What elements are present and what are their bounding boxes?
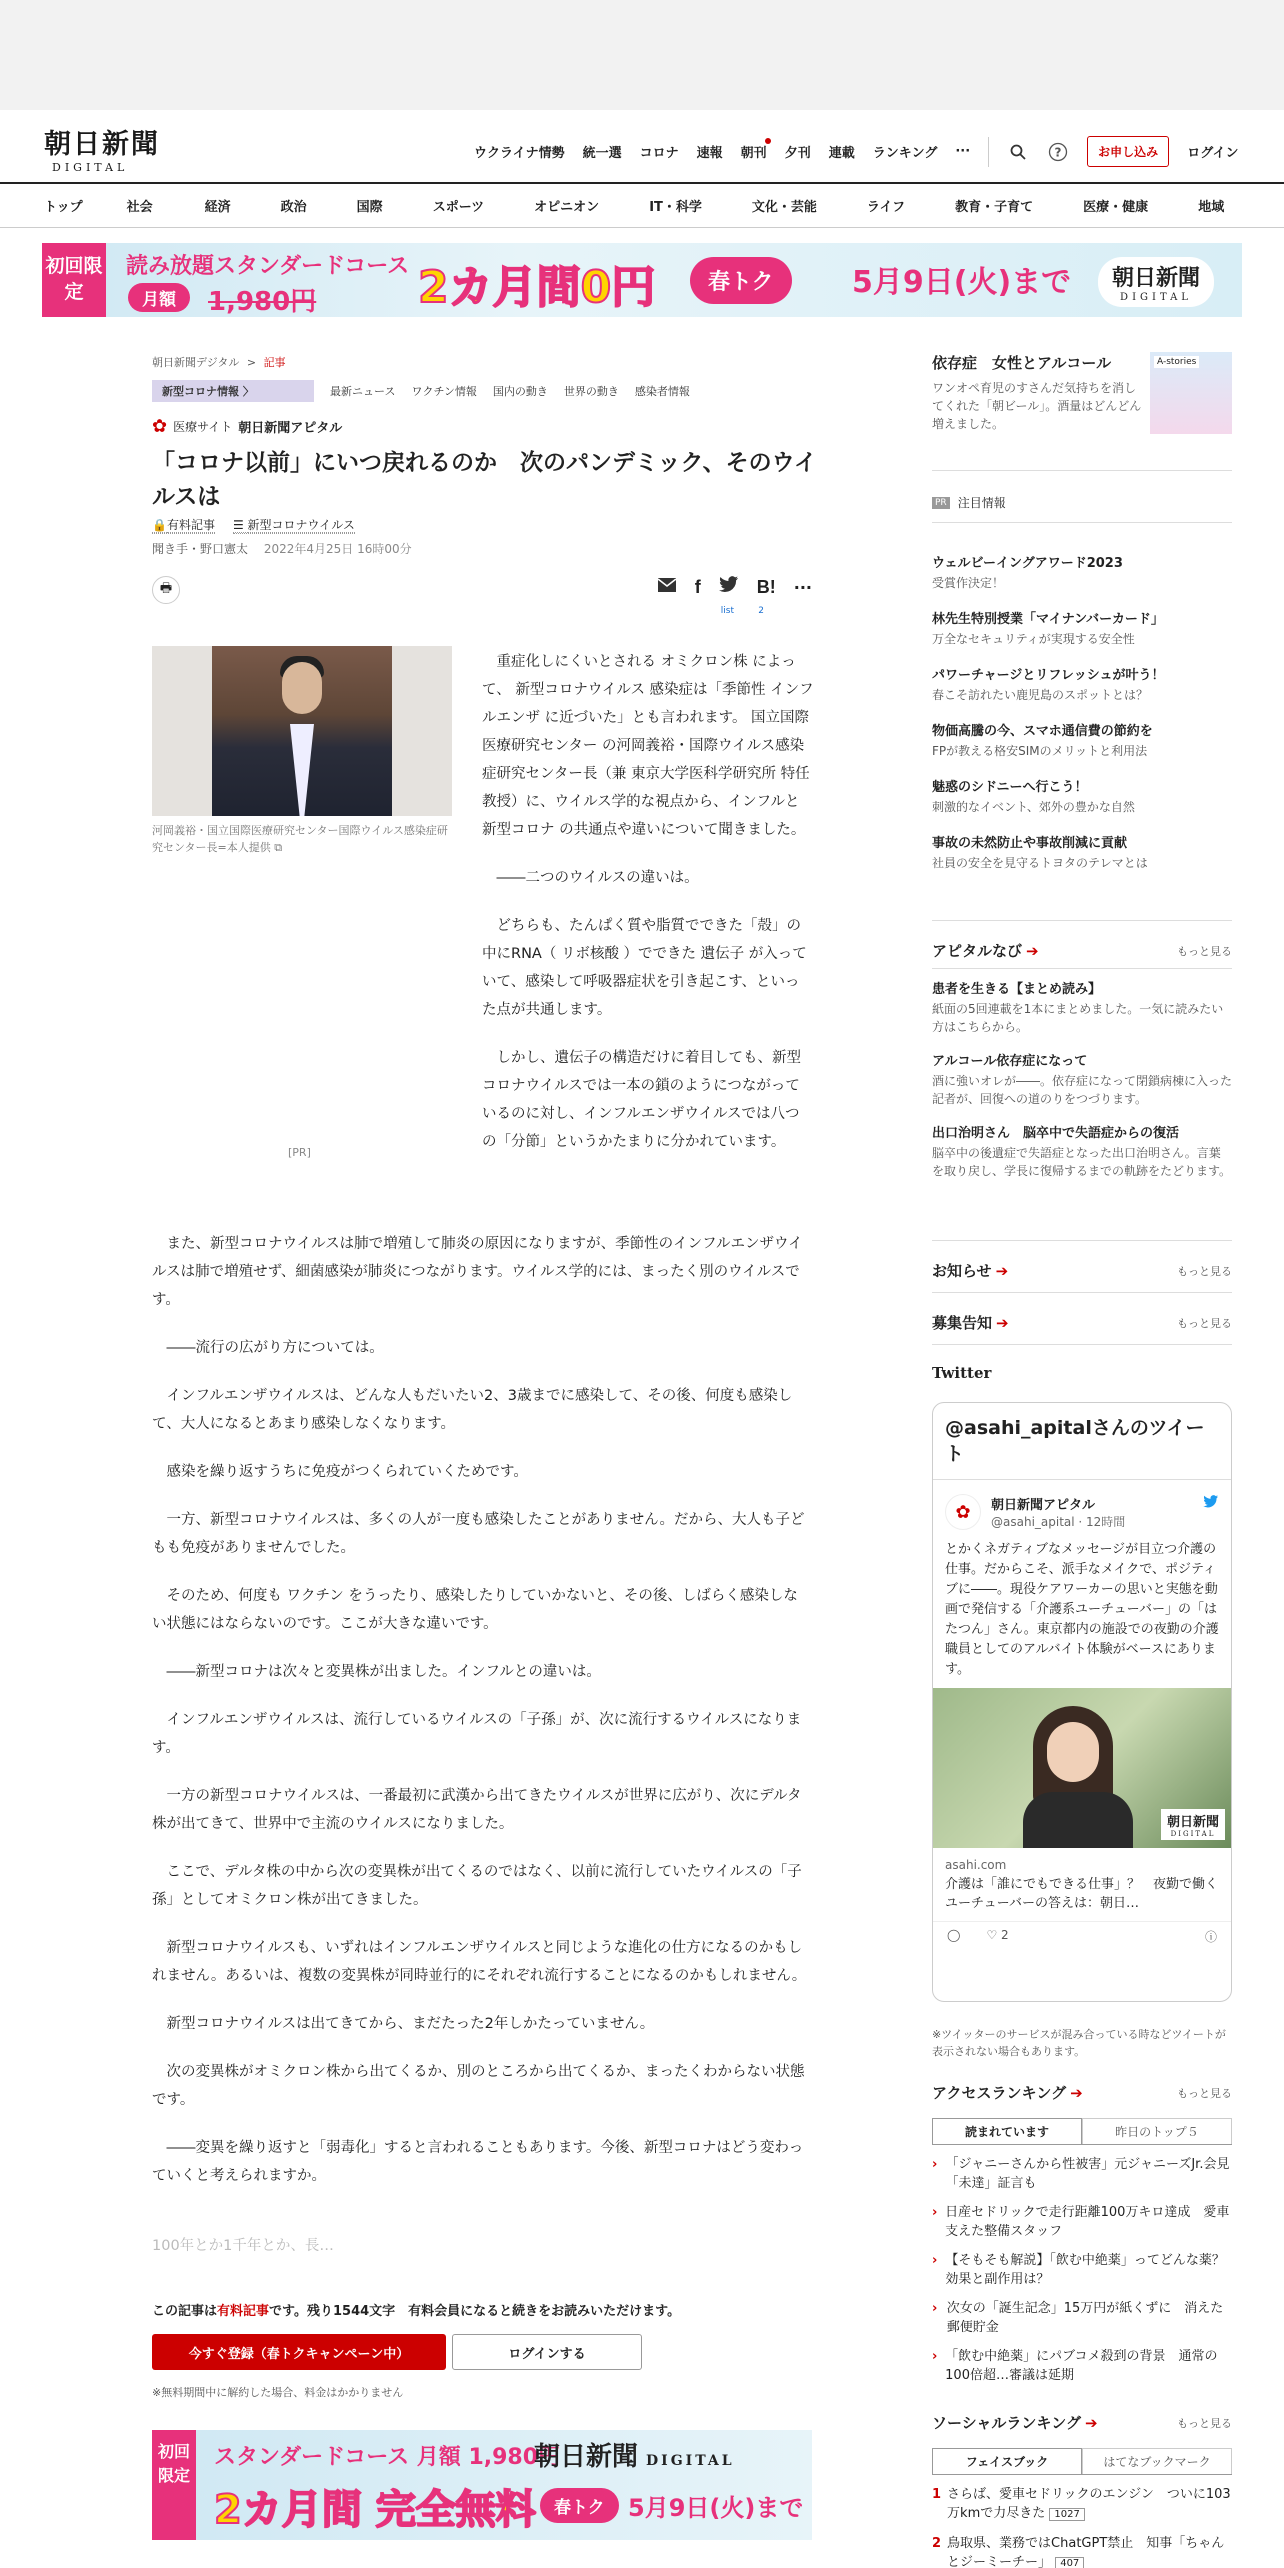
cat-economy[interactable]: 経済 — [204, 200, 231, 215]
hatena-icon[interactable]: B! — [756, 577, 776, 597]
list-icon: ☰ — [232, 518, 248, 532]
paywall-prefix: この記事は — [152, 2304, 218, 2319]
paragraph: ここで、デルタ株の中から次の変異株が出てくるのではなく、以前に流行していたウイルスの「子孫」としてオミクロン株が出てきました。 — [152, 1864, 802, 1908]
banner-monthly: 月額 — [128, 283, 190, 312]
cancel-note: ※無料期間中に解約した場合、料金はかかりません — [152, 2386, 404, 2399]
top-nav — [474, 136, 1239, 167]
ranking-item[interactable]: › 次女の「誕生記念」15万円が紙くずに 消えた郵便貯金 — [932, 2299, 1232, 2337]
share-icons — [657, 576, 812, 599]
topnav-series[interactable]: 連載 — [828, 146, 855, 161]
nav-item-desc: 酒に強いオレが――。依存症になって閉鎖病棟に入った記者が、回復への道のりをつづります。 — [932, 1074, 1233, 1106]
banner-course-title: 読み放題スタンダードコース — [126, 254, 410, 279]
publish-date: 2022年4月25日 16時00分 — [263, 542, 412, 556]
access-ranking-title: アクセスランキング — [932, 2084, 1067, 2102]
twitter-bird-icon[interactable] — [1203, 1494, 1219, 1530]
tweet-author-name: 朝日新聞アピタル — [991, 1498, 1096, 1513]
paragraph: また、新型コロナウイルスは肺で増殖して肺炎の原因になりますが、季節性のインフルエンザウイルスは肺で増殖せず、細菌感染が肺炎につながります。ウイルス学的には、まったく別のウイルスです。 — [152, 1236, 803, 1308]
share-bar — [152, 576, 812, 616]
access-ranking-header[interactable] — [932, 2082, 1232, 2103]
cat-society[interactable]: 社会 — [126, 200, 153, 215]
logo-main: 朝日新聞 — [44, 129, 160, 160]
pr-item-title: 物価高騰の今、スマホ通信費の節約を — [932, 724, 1153, 739]
promo-thumbnail — [1150, 352, 1232, 434]
tweet-image-brand — [1161, 1809, 1225, 1840]
cat-politics[interactable]: 政治 — [280, 200, 307, 215]
ranking-item[interactable]: 2 鳥取県、業務ではChatGPT禁止 知事「ちゃんとジーミーチー」 407 — [932, 2536, 1225, 2568]
paragraph: インフルエンザウイルスは、流行しているウイルスの「子孫」が、次に流行するウイルスになります。 — [152, 1712, 802, 1756]
arrow-right-icon: ➔ — [996, 1314, 1009, 1332]
topic-link[interactable] — [233, 516, 355, 534]
apital-name: 朝日新聞アピタル — [238, 421, 343, 436]
paragraph: どちらも、たんぱく質や脂質でできた「殻」の中にRNA（ リボ核酸 ）でできた 遺伝子 が入っていて、感染して呼吸器症状を引き起こす、といった点が共通します。 — [482, 918, 807, 1018]
ranking-item[interactable]: 1 さらば、愛車セドリックのエンジン ついに103万kmで力尽きた 1027 — [932, 2487, 1231, 2521]
tweet-count[interactable]: list — [720, 606, 734, 616]
access-tabs — [932, 2118, 1232, 2145]
paragraph: しかし、遺伝子の構造だけに着目しても、新型コロナウイルスでは一本の鎖のようにつながっているのに対し、インフルエンザウイルスでは八つの「分節」というかたまりに分かれています。 — [482, 1050, 801, 1150]
breadcrumb-site[interactable]: 朝日新聞デジタル — [152, 356, 240, 369]
breadcrumb-sep: > — [246, 356, 257, 369]
nav-item-desc: 脳卒中の後遺症で失語症となった出口治明さん。言葉を取り戻し、学長に復帰するまでの軌跡をたどります。 — [932, 1146, 1232, 1178]
hatena-count[interactable]: 2 — [758, 606, 764, 616]
link-title: 介護は「誰にでもできる仕事」？ 夜勤で働くユーチューバーの答えは：朝日… — [945, 1877, 1219, 1911]
more-menu-icon[interactable]: ··· — [955, 144, 971, 159]
oshirase-title: お知らせ — [932, 1262, 992, 1280]
banner-deadline: 5月9日(火)まで — [852, 265, 1072, 300]
topnav-corona[interactable]: コロナ — [639, 146, 679, 161]
paragraph: ――変異を繰り返すと「弱毒化」すると言われることもあります。今後、新型コロナはどう変わっていくと考えられますか。 — [152, 2140, 804, 2184]
topic-tags — [152, 380, 690, 402]
sidebar-promo[interactable] — [932, 352, 1232, 434]
tab-facebook[interactable]: フェイスブック — [932, 2448, 1082, 2474]
twitter-embed[interactable] — [932, 1402, 1232, 2002]
tag-world[interactable]: 世界の動き — [563, 385, 619, 398]
cat-education[interactable]: 教育・子育て — [955, 200, 1034, 215]
promo-thumb-label: A-stories — [1154, 356, 1199, 368]
cat-health[interactable]: 医療・健康 — [1083, 200, 1149, 215]
cat-international[interactable]: 国際 — [356, 200, 383, 215]
enlarge-icon[interactable]: ⧉ — [274, 841, 283, 854]
apital-nav-list — [932, 980, 1232, 1196]
pr-list — [932, 554, 1232, 890]
divider — [932, 522, 1232, 523]
tweet-link-card[interactable] — [933, 1848, 1231, 1921]
link-domain: asahi.com — [945, 1858, 1007, 1872]
category-nav — [0, 182, 1284, 228]
banner-spring: 春トク — [690, 257, 792, 304]
apital-label[interactable] — [152, 416, 342, 437]
apital-site-label: 医療サイト — [173, 420, 233, 434]
banner2-brand-sub: DIGITAL — [646, 2453, 735, 2469]
mail-icon[interactable] — [657, 577, 677, 598]
tweet-actions — [933, 1921, 1231, 1951]
paywall-paid: 有料記事 — [217, 2304, 270, 2319]
pr-item-desc: 万全なセキュリティが実現する安全性 — [932, 632, 1135, 646]
ranking-item-title: 【そもそも解説】「飲む中絶薬」ってどんな薬？ 効果と副作用は？ — [945, 2253, 1225, 2287]
truncated-text: 100年とか1千年とか、長… — [152, 2234, 812, 2264]
topnav-morning[interactable]: 朝刊 — [741, 142, 767, 161]
svg-text:?: ? — [1054, 145, 1062, 159]
boshu-header[interactable] — [932, 1312, 1232, 1333]
pr-label: [PR] — [288, 1146, 311, 1159]
divider — [988, 137, 989, 167]
topnav-breaking[interactable]: 速報 — [696, 146, 723, 161]
register-button[interactable]: 今すぐ登録（春トクキャンペーン中） — [152, 2334, 446, 2370]
tweet-image[interactable] — [933, 1688, 1232, 1848]
tag-corona-info[interactable]: 新型コロナ情報 〉 — [152, 380, 314, 402]
twitter-label: Twitter — [932, 1364, 992, 1382]
nav-item-title: 患者を生きる【まとめ読み】 — [932, 982, 1102, 997]
nav-item-title: 出口治明さん 脳卒中で失語症からの復活 — [932, 1126, 1180, 1141]
tweet-text: とかくネガティブなメッセージが目立つ介護の仕事。だからこそ、派手なメイクで、ポジティブに――。現役ケアワーカーの思いと実態を動画で発信する「介護系ユーチューバー」の「はたつん」さん。東京都内の施設での夜勤の介護職員としてのアルバイト体験がベースにあります。 — [945, 1542, 1219, 1677]
social-ranking-more[interactable]: もっと見る — [1177, 2416, 1232, 2430]
photo-caption-text: 河岡義裕・国立国際医療研究センター国際ウイルス感染症研究センター長=本人提供 — [152, 824, 448, 854]
share-count: 1027 — [1049, 2508, 1084, 2521]
login-button[interactable]: ログインする — [452, 2334, 642, 2370]
share-count: 407 — [1055, 2557, 1084, 2568]
subscribe-button[interactable]: お申し込み — [1087, 136, 1169, 167]
apital-nav-header[interactable] — [932, 940, 1232, 961]
notice-label-text: 注目情報 — [957, 496, 1006, 510]
boshu-title: 募集告知 — [932, 1314, 993, 1332]
divider — [932, 470, 1232, 471]
info-icon[interactable]: ⓘ — [1204, 1930, 1217, 1944]
pr-item[interactable] — [932, 554, 1232, 592]
cat-top[interactable]: トップ — [44, 200, 83, 215]
photo-subject — [212, 646, 392, 816]
topnav-evening[interactable]: 夕刊 — [784, 146, 811, 161]
ranking-item-title: 「ジャニーさんから性被害」元ジャニーズJr.会見 「未達」証言も — [945, 2157, 1243, 2191]
paid-label: 有料記事 — [166, 518, 215, 532]
pr-badge: PR — [932, 497, 950, 509]
social-tabs — [932, 2448, 1232, 2475]
tweet-image-brand-sub: DIGITAL — [1170, 1830, 1216, 1838]
banner2-course: スタンダードコース 月額 1,980円 — [214, 2445, 561, 2470]
paragraph: ――二つのウイルスの違いは。 — [496, 870, 699, 886]
reply-icon[interactable]: ◯ — [947, 1928, 961, 1942]
article-meta — [152, 516, 355, 534]
apital-nav-more[interactable]: もっと見る — [1177, 944, 1232, 958]
cat-region[interactable]: 地域 — [1198, 200, 1225, 215]
pr-item-desc: 春こそ訪れたい鹿児島のスポットとは？ — [932, 688, 1149, 702]
topic-label: 新型コロナウイルス — [247, 518, 355, 532]
help-icon[interactable] — [1047, 141, 1069, 163]
pr-item-title: 林先生特別授業「マイナンバーカード」 — [932, 612, 1164, 627]
breadcrumb-current: 記事 — [263, 356, 286, 369]
topnav-ukraine[interactable]: ウクライナ情勢 — [474, 146, 565, 161]
pr-item-desc: 刺激的なイベント、郊外の豊かな自然 — [932, 800, 1135, 814]
tag-latest[interactable]: 最新ニュース — [330, 385, 396, 398]
article-body-column — [482, 648, 814, 1176]
tag-cases[interactable]: 感染者情報 — [634, 385, 690, 398]
pr-item[interactable] — [932, 722, 1232, 760]
pr-item-desc: 社員の安全を見守るトヨタのテレマとは — [932, 856, 1148, 870]
pr-item-title: パワーチャージとリフレッシュが叶う！ — [932, 668, 1165, 683]
tag-vaccine[interactable]: ワクチン情報 — [411, 385, 477, 398]
like-count: 2 — [1001, 1928, 1009, 1942]
nav-item[interactable] — [932, 1124, 1232, 1180]
ranking-item-title: さらば、愛車セドリックのエンジン ついに103万kmで力尽きた — [947, 2487, 1231, 2521]
ranking-item-title: 日産セドリックで走行距離100万キロ達成 愛車支えた整備スタッフ — [945, 2205, 1230, 2239]
avatar[interactable]: ✿ — [945, 1494, 981, 1530]
paragraph: 一方の新型コロナウイルスは、一番最初に武漢から出てきたウイルスが世界に広がり、次にデルタ株が出てきて、世界中で主流のウイルスになりました。 — [152, 1788, 802, 1832]
ranking-item[interactable]: › 「ジャニーさんから性被害」元ジャニーズJr.会見 「未達」証言も — [932, 2157, 1243, 2191]
nav-item-desc: 紙面の5回連載を1本にまとめました。一気に読みたい方はこちらから。 — [932, 1002, 1224, 1034]
pr-item[interactable] — [932, 834, 1232, 872]
nav-item-title: アルコール依存症になって — [932, 1054, 1088, 1069]
banner-old-price: 1,980円 — [208, 287, 317, 317]
paragraph: 新型コロナウイルスは出てきてから、まだたった2年しかたっていません。 — [166, 2016, 655, 2032]
access-ranking — [932, 2110, 1243, 2395]
ranking-item-title: 「飲む中絶薬」にパブコメ殺到の背景 通常の100倍超…審議は延期 — [945, 2349, 1218, 2383]
topnav-election[interactable]: 統一選 — [582, 146, 622, 161]
arrow-right-icon: ➔ — [1084, 2414, 1098, 2432]
paragraph: 次の変異株がオミクロン株から出てくるか、別のところから出てくるか、まったくわからない状態です。 — [152, 2064, 805, 2108]
pr-item[interactable] — [932, 666, 1232, 704]
apital-logo-icon: ✿ — [152, 416, 168, 437]
print-icon[interactable]: 🖶 — [152, 576, 180, 604]
promo-desc: ワンオペ育児のすさんだ気持ちを消してくれた「朝ビール」。酒量はどんどん増えました。 — [932, 381, 1142, 431]
pr-item-desc: FPが教える格安SIMのメリットと利用法 — [932, 744, 1148, 758]
author: 聞き手・野口憲太 — [152, 542, 249, 556]
tweet-author[interactable] — [933, 1480, 1231, 1536]
tag-domestic[interactable]: 国内の動き — [492, 385, 548, 398]
social-ranking-header[interactable] — [932, 2412, 1232, 2433]
paragraph: そのため、何度も ワクチン をうったり、感染したりしていかないと、その後、しばらく感染しない状態にはならないのです。ここが大きな違いです。 — [152, 1588, 798, 1632]
paragraph: インフルエンザウイルスは、どんな人もだいたい2、3歳までに感染して、その後、何度も感染して、大人になるとあまり感染しなくなります。 — [152, 1388, 793, 1432]
divider — [932, 968, 1232, 969]
topnav-ranking[interactable]: ランキング — [872, 146, 938, 161]
paywall-message — [152, 2300, 680, 2319]
banner2-brand-main: 朝日新聞 — [534, 2442, 639, 2472]
cat-culture[interactable]: 文化・芸能 — [751, 200, 817, 215]
cat-opinion[interactable]: オピニオン — [534, 200, 600, 215]
banner2-badge: 初回限定 — [152, 2430, 196, 2540]
banner2-deadline: 5月9日(火)まで — [628, 2494, 804, 2522]
social-ranking-title: ソーシャルランキング — [932, 2414, 1081, 2432]
cat-life[interactable]: ライフ — [866, 200, 906, 215]
search-icon[interactable] — [1007, 141, 1029, 163]
paragraph: 感染を繰り返すうちに免疫がつくられていくためです。 — [166, 1464, 528, 1480]
banner-offer: 2カ月間0円 — [418, 262, 656, 313]
banner2-offer: 2カ月間 完全無料 — [214, 2487, 536, 2533]
paragraph: 新型コロナウイルスも、いずれはインフルエンザウイルスと同じような進化の仕方になるのかもしれません。あるいは、複数の変異株が同時並行的にそれぞれ流行することになるのかもしれません。 — [152, 1940, 807, 1984]
twitter-embed-header[interactable]: @asahi_apitalさんのツイート — [933, 1403, 1231, 1480]
apital-nav-title: アピタルなび — [932, 942, 1023, 960]
boshu-more[interactable]: もっと見る — [1177, 1316, 1232, 1330]
campaign-banner-bottom[interactable] — [152, 2430, 812, 2540]
photo-caption — [152, 822, 454, 856]
pr-item-title: ウェルビーイングアワード2023 — [932, 556, 1123, 571]
campaign-banner-top[interactable] — [42, 243, 1242, 317]
banner-brand-sub: DIGITAL — [1120, 292, 1192, 303]
arrow-right-icon: ➔ — [1026, 942, 1039, 960]
arrow-right-icon: ➔ — [1070, 2084, 1083, 2102]
facebook-icon[interactable]: f — [694, 577, 701, 597]
paid-badge[interactable] — [152, 516, 215, 534]
paragraph: 重症化しにくいとされる オミクロン株 によって、 新型コロナウイルス 感染症は「季節性 インフルエンザ に近づいた」とも言われます。 国立国際医療研究センター の河岡義裕・国際ウイルス感染症研究センター長（兼 東京大学医科学研究所 特任教授）に、ウイルス学的な視点から、インフルと 新型コロナ の共通点や違いについて聞きました。 — [482, 654, 814, 838]
banner-brand-main: 朝日新聞 — [1112, 265, 1201, 291]
notice-label — [932, 494, 1232, 511]
banner2-spring: 春トク — [540, 2488, 619, 2523]
breadcrumb — [152, 354, 286, 370]
ranking-item[interactable]: › 【そもそも解説】「飲む中絶薬」ってどんな薬？ 効果と副作用は？ — [932, 2251, 1232, 2289]
lock-icon: 🔒 — [152, 518, 167, 532]
more-share-icon[interactable]: ··· — [793, 578, 812, 597]
paragraph: 一方、新型コロナウイルスは、多くの人が一度も感染したことがありません。だから、大人も子どもも免疫がありませんでした。 — [152, 1512, 805, 1556]
tweet-author-handle: @asahi_apital · 12時間 — [991, 1515, 1126, 1529]
oshirase-more[interactable]: もっと見る — [1177, 1264, 1232, 1278]
top-ad-area — [0, 0, 1284, 110]
ranking-item[interactable]: › 日産セドリックで走行距離100万キロ達成 愛車支えた整備スタッフ — [932, 2203, 1232, 2241]
promo-title: 依存症 女性とアルコール — [932, 354, 1112, 372]
social-ranking — [932, 2440, 1232, 2568]
access-ranking-more[interactable]: もっと見る — [1177, 2086, 1232, 2100]
pr-item-title: 事故の未然防止や事故削減に貢献 — [932, 836, 1128, 851]
cat-it-science[interactable]: IT・科学 — [649, 200, 702, 215]
divider — [932, 1344, 1232, 1345]
article-title: 「コロナ以前」にいつ戻れるのか 次のパンデミック、そのウイルスは — [152, 450, 817, 510]
banner-badge: 初回限定 — [42, 243, 106, 317]
byline — [152, 540, 412, 557]
ranking-item[interactable]: › 「飲む中絶薬」にパブコメ殺到の背景 通常の100倍超…審議は延期 — [932, 2347, 1232, 2385]
pr-item[interactable] — [932, 778, 1232, 816]
article-body — [152, 1230, 812, 2210]
ranking-item-title: 鳥取県、業務ではChatGPT禁止 知事「ちゃんとジーミーチー」 — [947, 2536, 1225, 2568]
tweet-image-brand-main: 朝日新聞 — [1166, 1815, 1219, 1830]
logo-sub: DIGITAL — [52, 161, 129, 174]
nav-item[interactable] — [932, 980, 1232, 1036]
banner2-brand — [534, 2436, 735, 2473]
article-photo[interactable] — [152, 646, 452, 816]
tab-hatena[interactable]: はてなブックマーク — [1082, 2448, 1232, 2474]
oshirase-header[interactable] — [932, 1260, 1232, 1281]
site-logo[interactable] — [44, 122, 174, 174]
arrow-right-icon: ➔ — [995, 1262, 1009, 1280]
banner-brand — [1098, 257, 1214, 307]
paragraph: ――新型コロナは次々と変異株が出ました。インフルとの違いは。 — [166, 1664, 601, 1680]
twitter-icon[interactable] — [719, 576, 739, 599]
like-icon[interactable]: ♡ 2 — [986, 1928, 1009, 1942]
cat-sports[interactable]: スポーツ — [432, 200, 485, 215]
divider — [932, 1240, 1232, 1241]
pr-item-desc: 受賞作決定！ — [932, 576, 1005, 590]
nav-item[interactable] — [932, 1052, 1232, 1108]
login-link[interactable]: ログイン — [1187, 146, 1239, 161]
ranking-item-title: 次女の「誕生記念」15万円が紙くずに 消えた郵便貯金 — [946, 2301, 1224, 2335]
divider — [932, 1292, 1232, 1293]
tab-yesterday-top5[interactable]: 昨日のトップ５ — [1082, 2118, 1232, 2144]
twitter-note: ※ツイッターのサービスが混み合っている時などツイートが表示されない場合もあります。 — [932, 2028, 1226, 2058]
paragraph: ――流行の広がり方については。 — [166, 1340, 384, 1356]
pr-item-title: 魅惑のシドニーへ行こう！ — [932, 780, 1088, 795]
tab-most-read[interactable]: 読まれています — [932, 2118, 1082, 2144]
paywall-suffix: です。残り1544文字 有料会員になると続きをお読みいただけます。 — [269, 2304, 681, 2319]
divider — [932, 920, 1232, 921]
pr-item[interactable] — [932, 610, 1232, 648]
